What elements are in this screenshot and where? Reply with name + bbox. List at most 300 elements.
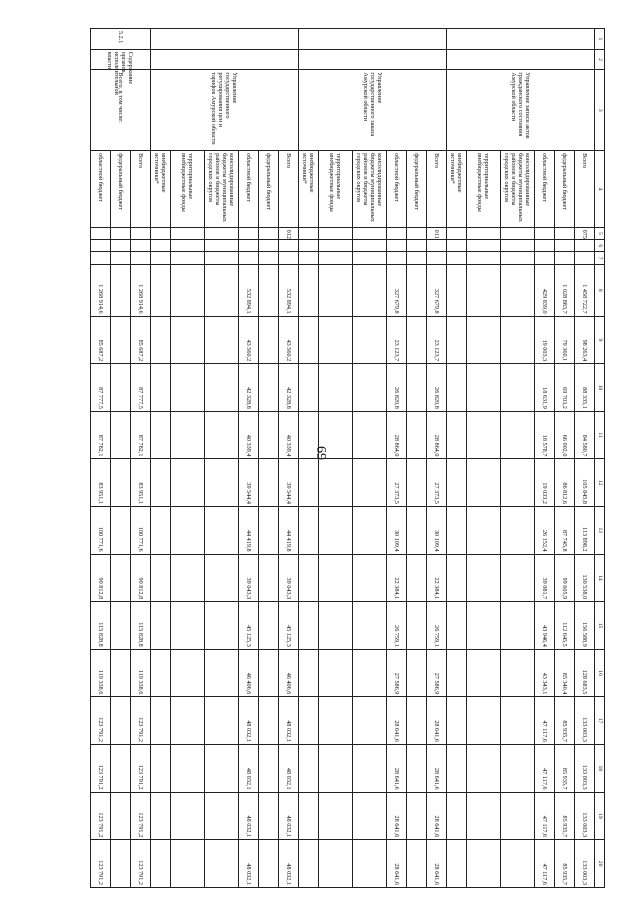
- value-cell: 66 002,0: [555, 411, 575, 459]
- value-cell: [171, 459, 205, 507]
- value-cell: 44 419,8: [279, 507, 299, 555]
- code-cell: [501, 227, 535, 239]
- value-cell: 123 791,2: [91, 840, 111, 888]
- value-cell: [171, 697, 205, 745]
- value-cell: [501, 316, 535, 364]
- value-cell: 45 125,3: [279, 602, 299, 650]
- value-cell: 28 641,6: [387, 792, 407, 840]
- value-cell: [111, 264, 131, 316]
- value-cell: [259, 602, 279, 650]
- value-cell: [259, 744, 279, 792]
- value-cell: [151, 364, 171, 412]
- value-cell: [319, 602, 353, 650]
- code-cell: [387, 240, 407, 252]
- code-cell: 075: [575, 227, 595, 239]
- value-cell: [467, 316, 501, 364]
- value-cell: [111, 364, 131, 412]
- funding-source-label: областной бюджет: [91, 151, 111, 228]
- value-cell: [353, 459, 387, 507]
- value-cell: 48 032,1: [239, 744, 259, 792]
- value-cell: [319, 554, 353, 602]
- funding-source-label: Всего: [575, 151, 595, 228]
- value-cell: [151, 554, 171, 602]
- code-cell: [353, 252, 387, 264]
- value-cell: [407, 649, 427, 697]
- code-cell: [467, 240, 501, 252]
- value-cell: [501, 602, 535, 650]
- column-number: 4: [595, 151, 605, 228]
- funding-source-label: территориальные внебюджетные фонды: [171, 151, 205, 228]
- value-cell: [407, 411, 427, 459]
- code-cell: [111, 240, 131, 252]
- value-cell: [171, 364, 205, 412]
- value-cell: 30 109,4: [427, 507, 447, 555]
- code-cell: [205, 252, 239, 264]
- value-cell: [299, 649, 319, 697]
- funding-source-label: Всего: [279, 151, 299, 228]
- code-cell: [279, 252, 299, 264]
- value-cell: 85 935,7: [555, 792, 575, 840]
- value-cell: [467, 507, 501, 555]
- value-cell: [299, 459, 319, 507]
- value-cell: [299, 602, 319, 650]
- value-cell: [319, 459, 353, 507]
- value-cell: [407, 697, 427, 745]
- value-cell: 85 687,2: [131, 316, 151, 364]
- value-cell: 28 864,0: [387, 411, 407, 459]
- budget-table: [90, 28, 605, 888]
- value-cell: [319, 264, 353, 316]
- value-cell: 123 791,2: [91, 792, 111, 840]
- value-cell: [111, 316, 131, 364]
- value-cell: 1 268 914,6: [131, 264, 151, 316]
- code-cell: [555, 227, 575, 239]
- funding-source-label: консолидированные бюджеты муниципальных районов и бюджеты городских округов: [353, 151, 387, 228]
- value-cell: [299, 840, 319, 888]
- value-cell: [205, 840, 239, 888]
- value-cell: [111, 554, 131, 602]
- funding-source-label: областной бюджет: [239, 151, 259, 228]
- value-cell: 46 406,6: [279, 649, 299, 697]
- value-cell: 28 641,6: [427, 744, 447, 792]
- value-cell: 532 894,1: [279, 264, 299, 316]
- value-cell: [447, 840, 467, 888]
- value-cell: [151, 840, 171, 888]
- value-cell: 105 845,8: [575, 459, 595, 507]
- value-cell: [151, 316, 171, 364]
- value-cell: 123 791,2: [131, 697, 151, 745]
- code-cell: [259, 240, 279, 252]
- value-cell: [407, 554, 427, 602]
- value-cell: 30 109,4: [387, 507, 407, 555]
- column-number: 20: [595, 840, 605, 888]
- value-cell: 40 339,4: [239, 411, 259, 459]
- value-cell: [501, 507, 535, 555]
- value-cell: [151, 507, 171, 555]
- value-cell: [151, 264, 171, 316]
- value-cell: [407, 364, 427, 412]
- value-cell: [353, 602, 387, 650]
- table-row: [575, 29, 595, 888]
- funding-source-label: внебюджетные источники*: [447, 151, 467, 228]
- code-cell: [131, 240, 151, 252]
- column-number: 9: [595, 316, 605, 364]
- row-number-cell: [447, 29, 595, 50]
- value-cell: 27 373,5: [387, 459, 407, 507]
- value-cell: 128 683,5: [575, 649, 595, 697]
- code-cell: [555, 240, 575, 252]
- value-cell: 43 946,4: [535, 602, 555, 650]
- row-number-cell: 5.2.1: [91, 29, 151, 50]
- value-cell: [205, 316, 239, 364]
- code-cell: [171, 252, 205, 264]
- value-cell: [171, 264, 205, 316]
- value-cell: [111, 697, 131, 745]
- code-cell: [387, 252, 407, 264]
- table-row: [535, 29, 555, 888]
- value-cell: [259, 364, 279, 412]
- code-cell: [447, 227, 467, 239]
- value-cell: 83 951,1: [131, 459, 151, 507]
- value-cell: [205, 507, 239, 555]
- value-cell: 87 777,5: [131, 364, 151, 412]
- value-cell: [353, 316, 387, 364]
- value-cell: 87 777,5: [91, 364, 111, 412]
- value-cell: 48 032,1: [279, 792, 299, 840]
- value-cell: [151, 602, 171, 650]
- value-cell: [151, 697, 171, 745]
- value-cell: [319, 697, 353, 745]
- value-cell: 130 538,0: [575, 554, 595, 602]
- value-cell: [447, 459, 467, 507]
- funding-source-label: консолидированные бюджеты муниципальных районов и бюджеты городских округов: [501, 151, 535, 228]
- value-cell: 123 791,2: [131, 792, 151, 840]
- value-cell: 133 003,3: [575, 792, 595, 840]
- value-cell: [171, 602, 205, 650]
- value-cell: 48 032,1: [239, 792, 259, 840]
- value-cell: 19 003,3: [535, 316, 555, 364]
- value-cell: 83 951,1: [91, 459, 111, 507]
- code-cell: [427, 240, 447, 252]
- value-cell: [205, 554, 239, 602]
- value-cell: [171, 744, 205, 792]
- value-cell: [447, 554, 467, 602]
- value-cell: 47 117,6: [535, 697, 555, 745]
- code-cell: [501, 240, 535, 252]
- code-cell: [151, 252, 171, 264]
- table-row: [151, 29, 171, 888]
- value-cell: 84 580,7: [575, 411, 595, 459]
- value-cell: [319, 649, 353, 697]
- value-cell: 87 782,1: [131, 411, 151, 459]
- code-cell: [91, 252, 111, 264]
- code-cell: [151, 240, 171, 252]
- value-cell: 90 812,8: [91, 554, 111, 602]
- code-cell: [259, 227, 279, 239]
- column-number: 16: [595, 649, 605, 697]
- value-cell: [205, 649, 239, 697]
- column-number: 14: [595, 554, 605, 602]
- table-row: [279, 29, 299, 888]
- column-number: 6: [595, 240, 605, 252]
- column-number: 11: [595, 411, 605, 459]
- code-cell: [353, 240, 387, 252]
- funding-source-label: консолидированные бюджеты муниципальных районов и бюджеты городских округов: [205, 151, 239, 228]
- code-cell: [427, 252, 447, 264]
- value-cell: [259, 264, 279, 316]
- code-cell: [501, 252, 535, 264]
- value-cell: 43 560,2: [279, 316, 299, 364]
- value-cell: [299, 744, 319, 792]
- value-cell: [299, 364, 319, 412]
- value-cell: [299, 264, 319, 316]
- value-cell: 28 641,6: [427, 792, 447, 840]
- code-cell: [299, 240, 319, 252]
- value-cell: 87 745,8: [555, 507, 575, 555]
- value-cell: [319, 507, 353, 555]
- value-cell: [501, 459, 535, 507]
- table-row: [205, 29, 239, 888]
- value-cell: [407, 792, 427, 840]
- value-cell: [467, 459, 501, 507]
- funding-source-label: федеральный бюджет: [111, 151, 131, 228]
- code-cell: [151, 227, 171, 239]
- code-cell: [131, 252, 151, 264]
- code-cell: [535, 227, 555, 239]
- event-cell: [447, 49, 595, 70]
- table-row: [467, 29, 501, 888]
- value-cell: 133 003,3: [575, 744, 595, 792]
- table-row: [353, 29, 387, 888]
- value-cell: [299, 411, 319, 459]
- value-cell: 98 263,4: [575, 316, 595, 364]
- value-cell: [319, 792, 353, 840]
- value-cell: 123 791,2: [131, 840, 151, 888]
- code-cell: [353, 227, 387, 239]
- code-cell: [171, 227, 205, 239]
- value-cell: [353, 264, 387, 316]
- value-cell: 133 003,3: [575, 697, 595, 745]
- value-cell: 39 544,4: [279, 459, 299, 507]
- value-cell: 88 335,1: [575, 364, 595, 412]
- funding-source-label: Всего: [427, 151, 447, 228]
- column-number: 10: [595, 364, 605, 412]
- event-cell: [151, 49, 299, 70]
- value-cell: [501, 649, 535, 697]
- value-cell: [353, 697, 387, 745]
- funding-source-label: областной бюджет: [387, 151, 407, 228]
- value-cell: [407, 744, 427, 792]
- funding-source-label: Всего: [131, 151, 151, 228]
- value-cell: 28 641,6: [427, 840, 447, 888]
- code-cell: [555, 252, 575, 264]
- table-row: [427, 29, 447, 888]
- value-cell: 532 894,1: [239, 264, 259, 316]
- value-cell: [319, 411, 353, 459]
- value-cell: 39 043,3: [239, 554, 259, 602]
- value-cell: [205, 697, 239, 745]
- value-cell: 87 782,1: [91, 411, 111, 459]
- value-cell: 26 820,8: [427, 364, 447, 412]
- value-cell: [501, 792, 535, 840]
- value-cell: [299, 792, 319, 840]
- value-cell: 100 771,6: [91, 507, 111, 555]
- column-number: 15: [595, 602, 605, 650]
- value-cell: 156 588,9: [575, 602, 595, 650]
- subject-cell: Всего, в том числе:: [91, 70, 151, 151]
- value-cell: 22 384,1: [427, 554, 447, 602]
- value-cell: 39 544,4: [239, 459, 259, 507]
- value-cell: [467, 649, 501, 697]
- value-cell: [353, 840, 387, 888]
- value-cell: [501, 840, 535, 888]
- code-cell: [279, 240, 299, 252]
- funding-source-label: федеральный бюджет: [407, 151, 427, 228]
- value-cell: [151, 411, 171, 459]
- value-cell: 69 703,2: [555, 364, 575, 412]
- table-row: [501, 29, 535, 888]
- value-cell: 85 935,7: [555, 840, 575, 888]
- value-cell: 27 586,9: [427, 649, 447, 697]
- value-cell: 79 360,1: [555, 316, 575, 364]
- table-row: [111, 29, 131, 888]
- value-cell: [111, 411, 131, 459]
- code-cell: [319, 240, 353, 252]
- value-cell: 123 791,2: [91, 744, 111, 792]
- value-cell: [171, 316, 205, 364]
- value-cell: 28 641,6: [387, 840, 407, 888]
- value-cell: 86 812,6: [555, 459, 575, 507]
- column-number: 2: [595, 49, 605, 70]
- value-cell: [259, 507, 279, 555]
- value-cell: 22 384,1: [387, 554, 407, 602]
- code-cell: 012: [279, 227, 299, 239]
- value-cell: [353, 411, 387, 459]
- value-cell: [319, 744, 353, 792]
- value-cell: [447, 316, 467, 364]
- code-cell: [205, 227, 239, 239]
- table-row: [259, 29, 279, 888]
- column-number: 12: [595, 459, 605, 507]
- code-cell: [575, 252, 595, 264]
- value-cell: [319, 316, 353, 364]
- page-number: 69: [313, 446, 328, 460]
- value-cell: [259, 649, 279, 697]
- value-cell: [205, 459, 239, 507]
- value-cell: [151, 459, 171, 507]
- value-cell: 123 791,2: [91, 697, 111, 745]
- code-cell: [111, 227, 131, 239]
- value-cell: 40 339,4: [279, 411, 299, 459]
- value-cell: 42 328,8: [279, 364, 299, 412]
- table-row: [91, 29, 111, 888]
- value-cell: [467, 792, 501, 840]
- value-cell: [111, 459, 131, 507]
- value-cell: 27 586,9: [387, 649, 407, 697]
- value-cell: 47 117,6: [535, 792, 555, 840]
- value-cell: [299, 554, 319, 602]
- value-cell: [299, 697, 319, 745]
- funding-source-label: федеральный бюджет: [259, 151, 279, 228]
- value-cell: [205, 792, 239, 840]
- value-cell: [299, 316, 319, 364]
- code-cell: [407, 227, 427, 239]
- code-cell: [239, 252, 259, 264]
- value-cell: [171, 792, 205, 840]
- code-cell: [387, 227, 407, 239]
- value-cell: 47 117,6: [535, 840, 555, 888]
- column-number-row: [595, 29, 605, 888]
- value-cell: [171, 840, 205, 888]
- code-cell: [131, 227, 151, 239]
- table-body: [91, 29, 595, 888]
- value-cell: [259, 316, 279, 364]
- value-cell: [467, 364, 501, 412]
- code-cell: [91, 240, 111, 252]
- value-cell: 48 032,1: [279, 840, 299, 888]
- value-cell: 48 032,1: [239, 697, 259, 745]
- value-cell: 27 373,5: [427, 459, 447, 507]
- value-cell: [407, 264, 427, 316]
- code-cell: [535, 252, 555, 264]
- value-cell: 43 560,2: [239, 316, 259, 364]
- column-number: 19: [595, 792, 605, 840]
- value-cell: [171, 411, 205, 459]
- column-number: 3: [595, 70, 605, 151]
- value-cell: [407, 507, 427, 555]
- code-cell: [319, 227, 353, 239]
- value-cell: [205, 411, 239, 459]
- table-row: [131, 29, 151, 888]
- code-cell: [111, 252, 131, 264]
- value-cell: 123 791,2: [131, 744, 151, 792]
- subject-cell: Управление государственного регулирования цен и тарифов Амурской области: [151, 70, 299, 151]
- code-cell: [239, 240, 259, 252]
- value-cell: 429 839,0: [535, 264, 555, 316]
- value-cell: [111, 649, 131, 697]
- table-row: [387, 29, 407, 888]
- value-cell: [501, 364, 535, 412]
- value-cell: 119 338,6: [131, 649, 151, 697]
- code-cell: [205, 240, 239, 252]
- value-cell: 28 641,6: [387, 744, 407, 792]
- value-cell: 28 864,0: [427, 411, 447, 459]
- value-cell: [111, 602, 131, 650]
- code-cell: [447, 240, 467, 252]
- value-cell: 115 828,8: [91, 602, 111, 650]
- value-cell: [151, 649, 171, 697]
- value-cell: 1 028 883,7: [555, 264, 575, 316]
- column-number: 18: [595, 744, 605, 792]
- value-cell: 28 641,6: [427, 697, 447, 745]
- code-cell: [407, 240, 427, 252]
- subject-cell: Управление государственного заказа Амурской области: [299, 70, 447, 151]
- value-cell: [259, 411, 279, 459]
- value-cell: 26 759,1: [387, 602, 407, 650]
- value-cell: [205, 264, 239, 316]
- value-cell: [447, 649, 467, 697]
- value-cell: [501, 744, 535, 792]
- column-number: 13: [595, 507, 605, 555]
- table-row: [239, 29, 259, 888]
- value-cell: [111, 792, 131, 840]
- table-row: [407, 29, 427, 888]
- value-cell: [205, 602, 239, 650]
- value-cell: [447, 697, 467, 745]
- value-cell: [467, 264, 501, 316]
- code-cell: [575, 240, 595, 252]
- value-cell: [407, 840, 427, 888]
